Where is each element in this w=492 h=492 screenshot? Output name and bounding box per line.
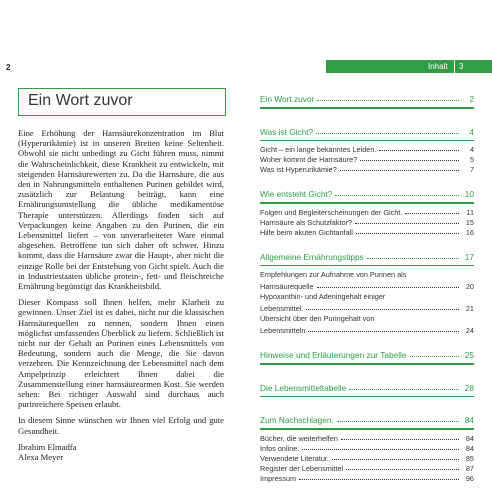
spacer — [260, 400, 474, 409]
foreword-paragraph: Dieser Kompass soll Ihnen helfen, mehr Klarheit zu gewinnen. Unser Ziel ist es dabei, nicht nur die klassischen Harnsäurequellen zu nennen, sondern Ihnen einen möglichst umfassenden Überblick zu liefern. Schließlich ist nicht nur der Gehalt an Purinen eines Lebensmittels von Bedeutung, sondern auch die Menge, die Sie davon verzehren. Die Kennzeichnung der Lebensmittel nach dem Ampelprinzip erleichtert Ihnen dabei die Zusammenstellung einer harnsäurearmen Kost. Sie werden sehen: Bei richtiger Auswahl sind durchaus auch purinreichere Speisen erlaubt. — [18, 297, 224, 410]
toc-section[interactable] — [260, 344, 474, 360]
section-rule — [260, 107, 474, 109]
section-rule — [260, 396, 474, 398]
toc-entry[interactable] — [260, 144, 474, 154]
toc-entry[interactable] — [260, 463, 474, 473]
toc-page-number: 24 — [465, 326, 474, 335]
toc-entry[interactable] — [260, 301, 474, 313]
leader-dots — [367, 257, 459, 259]
foreword-paragraph: In diesem Sinne wünschen wir Ihnen viel Erfolg und gute Gesundheit. — [18, 415, 224, 436]
toc-section-label: Ein Wort zuvor — [260, 94, 315, 104]
toc-entry-label: Harnsäure als Schutzfaktor? — [260, 217, 353, 227]
leader-dots — [317, 286, 459, 288]
toc-entry-label: Lebensmitteln — [260, 326, 306, 335]
toc-entry[interactable] — [260, 279, 474, 291]
leader-dots — [308, 330, 459, 332]
leader-dots — [360, 159, 459, 161]
spacer — [260, 368, 474, 377]
toc-section-label: Wie entsteht Gicht? — [260, 189, 333, 199]
leader-space — [377, 319, 459, 320]
toc-page-number: 85 — [465, 453, 474, 463]
leader-dots — [335, 194, 459, 196]
toc-page-number: 21 — [465, 304, 474, 313]
leader-dots — [340, 169, 459, 171]
section-header-label: Inhalt — [428, 62, 448, 71]
leader-space — [409, 275, 459, 276]
leader-dots — [355, 222, 459, 224]
toc-entry-label: Infos online. — [260, 443, 300, 453]
section-rule — [260, 428, 474, 430]
left-page-number: 2 — [6, 63, 11, 72]
toc-section-label: Die Lebensmitteltabelle — [260, 382, 347, 393]
leader-dots — [379, 149, 459, 151]
section-rule — [260, 140, 474, 142]
leader-dots — [332, 458, 459, 460]
toc-section-label: Allgemeine Ernährungstipps — [260, 251, 364, 262]
toc-section[interactable] — [260, 121, 474, 137]
toc-section[interactable] — [260, 88, 474, 104]
section-rule — [260, 202, 474, 204]
leader-dots — [299, 478, 459, 480]
right-page-number: 3 — [459, 62, 464, 71]
leader-dots — [316, 132, 459, 134]
toc-entry-label: Impressum — [260, 473, 297, 483]
leader-dots — [337, 420, 459, 422]
toc-entry-label: Folgen und Begleiterscheinungen der Gicht. — [260, 207, 403, 217]
foreword-title-box — [18, 88, 226, 116]
header-divider — [454, 60, 455, 73]
toc-entry[interactable] — [260, 217, 474, 227]
toc-page-number: 11 — [466, 207, 474, 217]
leader-dots — [346, 468, 459, 470]
toc-section[interactable] — [260, 409, 474, 425]
toc-page-number: 84 — [464, 415, 474, 425]
toc-entry-label: Gicht – ein lange bekanntes Leiden. — [260, 145, 377, 154]
leader-dots — [405, 212, 459, 214]
toc-section-label: Hinweise und Erläuterungen zur Tabelle — [260, 350, 407, 360]
author-name: Ibrahim Elmadfa — [18, 441, 77, 452]
foreword-paragraph: Eine Erhöhung der Harnsäurekonzentration im Blut (Hyperurikämie) ist in unseren Breiten keine Seltenheit. Obwohl sie nicht unbedingt zu Gicht führen muss, nimmt die Wahrscheinlichkeit, diese Krankheit zu entwickeln, mit steigenden Harnsäurewerten zu. Da die Harnsäure, die aus den in Nahrungsmitteln enthaltenen Purinen gebildet wird, zusätzlich zur Belastung beiträgt, kann eine Ernährungsumstellung die übliche medikamentöse Therapie unterstützen. Allerdings finden sich auf Verpackungen keine Angaben zu den Purinen, die ein Lebensmittel liefert – von unverarbeiteter Ware einmal abgesehen. Betroffene tun sich daher oft schwer. Hinzu kommt, dass die Harnsäure zwar die Haupt-, aber nicht die einzige Rolle bei der Entstehung von Gicht spielt. Auch die in Industriestaaten übliche protein-, fett- und fleischreiche Ernährung begünstigt das Krankheitsbild. — [18, 128, 224, 292]
leader-dots — [410, 355, 459, 357]
spacer — [260, 335, 474, 344]
toc-entry[interactable] — [260, 269, 474, 279]
toc-entry[interactable] — [260, 443, 474, 453]
table-of-contents — [260, 88, 474, 483]
toc-entry-label: Übersicht über den Puringehalt von — [260, 314, 375, 323]
toc-page-number: 84 — [465, 443, 474, 453]
toc-page-number: 2 — [469, 94, 474, 104]
leader-dots — [302, 448, 459, 450]
section-rule — [260, 265, 474, 267]
toc-entry-label: Woher kommt die Harnsäure? — [260, 155, 358, 164]
leader-dots — [341, 438, 459, 440]
toc-page-number: 25 — [464, 350, 474, 360]
toc-entry[interactable] — [260, 154, 474, 164]
toc-entry[interactable] — [260, 164, 474, 174]
toc-page-number: 16 — [465, 227, 474, 237]
toc-entry-label: Lebensmittel. — [260, 304, 304, 313]
toc-page-number: 4 — [469, 145, 474, 154]
toc-entry-label: Was ist Hyperurikämie? — [260, 165, 337, 174]
toc-entry-label: Empfehlungen zur Aufnahme von Purinen als — [260, 270, 407, 279]
toc-page-number: 10 — [464, 189, 474, 199]
spacer — [260, 112, 474, 121]
toc-entry-label: Register der Lebensmittel — [260, 463, 344, 473]
spacer — [260, 174, 474, 183]
toc-section[interactable] — [260, 183, 474, 199]
leader-space — [388, 297, 459, 298]
toc-page-number: 4 — [469, 126, 474, 137]
toc-entry[interactable] — [260, 433, 474, 443]
toc-page-number: 87 — [465, 463, 474, 473]
toc-page-number: 28 — [464, 382, 474, 393]
foreword-title: Ein Wort zuvor — [28, 92, 133, 109]
toc-entry-label: Hypoxanthin- und Adeningehalt einiger — [260, 292, 386, 301]
section-rule — [260, 363, 474, 365]
toc-entry[interactable] — [260, 291, 474, 301]
toc-entry[interactable] — [260, 453, 474, 463]
leader-dots — [306, 308, 459, 310]
toc-entry-label: Harnsäurequelle — [260, 282, 314, 291]
toc-entry[interactable] — [260, 227, 474, 237]
toc-entry-label: Verwendete Literatur. — [260, 453, 329, 463]
toc-entry[interactable] — [260, 207, 474, 217]
toc-section[interactable] — [260, 246, 474, 262]
toc-page-number: 7 — [469, 165, 474, 174]
section-header-bar — [326, 60, 492, 73]
spacer — [260, 237, 474, 246]
leader-dots — [317, 99, 459, 101]
leader-dots — [349, 388, 459, 390]
toc-entry[interactable] — [260, 313, 474, 323]
foreword-body — [18, 128, 224, 462]
toc-entry-label: Bücher, die weiterhelfen — [260, 433, 338, 443]
toc-section-label: Was ist Gicht? — [260, 126, 314, 137]
toc-entry[interactable] — [260, 323, 474, 335]
author-name: Alexa Meyer — [18, 452, 64, 463]
toc-page-number: 84 — [465, 433, 474, 443]
toc-entry[interactable] — [260, 473, 474, 483]
toc-page-number: 5 — [469, 155, 474, 164]
toc-page-number: 96 — [465, 473, 474, 483]
toc-section[interactable] — [260, 377, 474, 393]
toc-section-label: Zum Nachschlagen. — [260, 415, 334, 425]
toc-page-number: 20 — [465, 282, 474, 291]
toc-page-number: 15 — [465, 217, 474, 227]
toc-entry-label: Hilfe beim akuten Gichtanfall — [260, 227, 353, 237]
toc-page-number: 17 — [464, 251, 474, 262]
leader-dots — [356, 232, 459, 234]
